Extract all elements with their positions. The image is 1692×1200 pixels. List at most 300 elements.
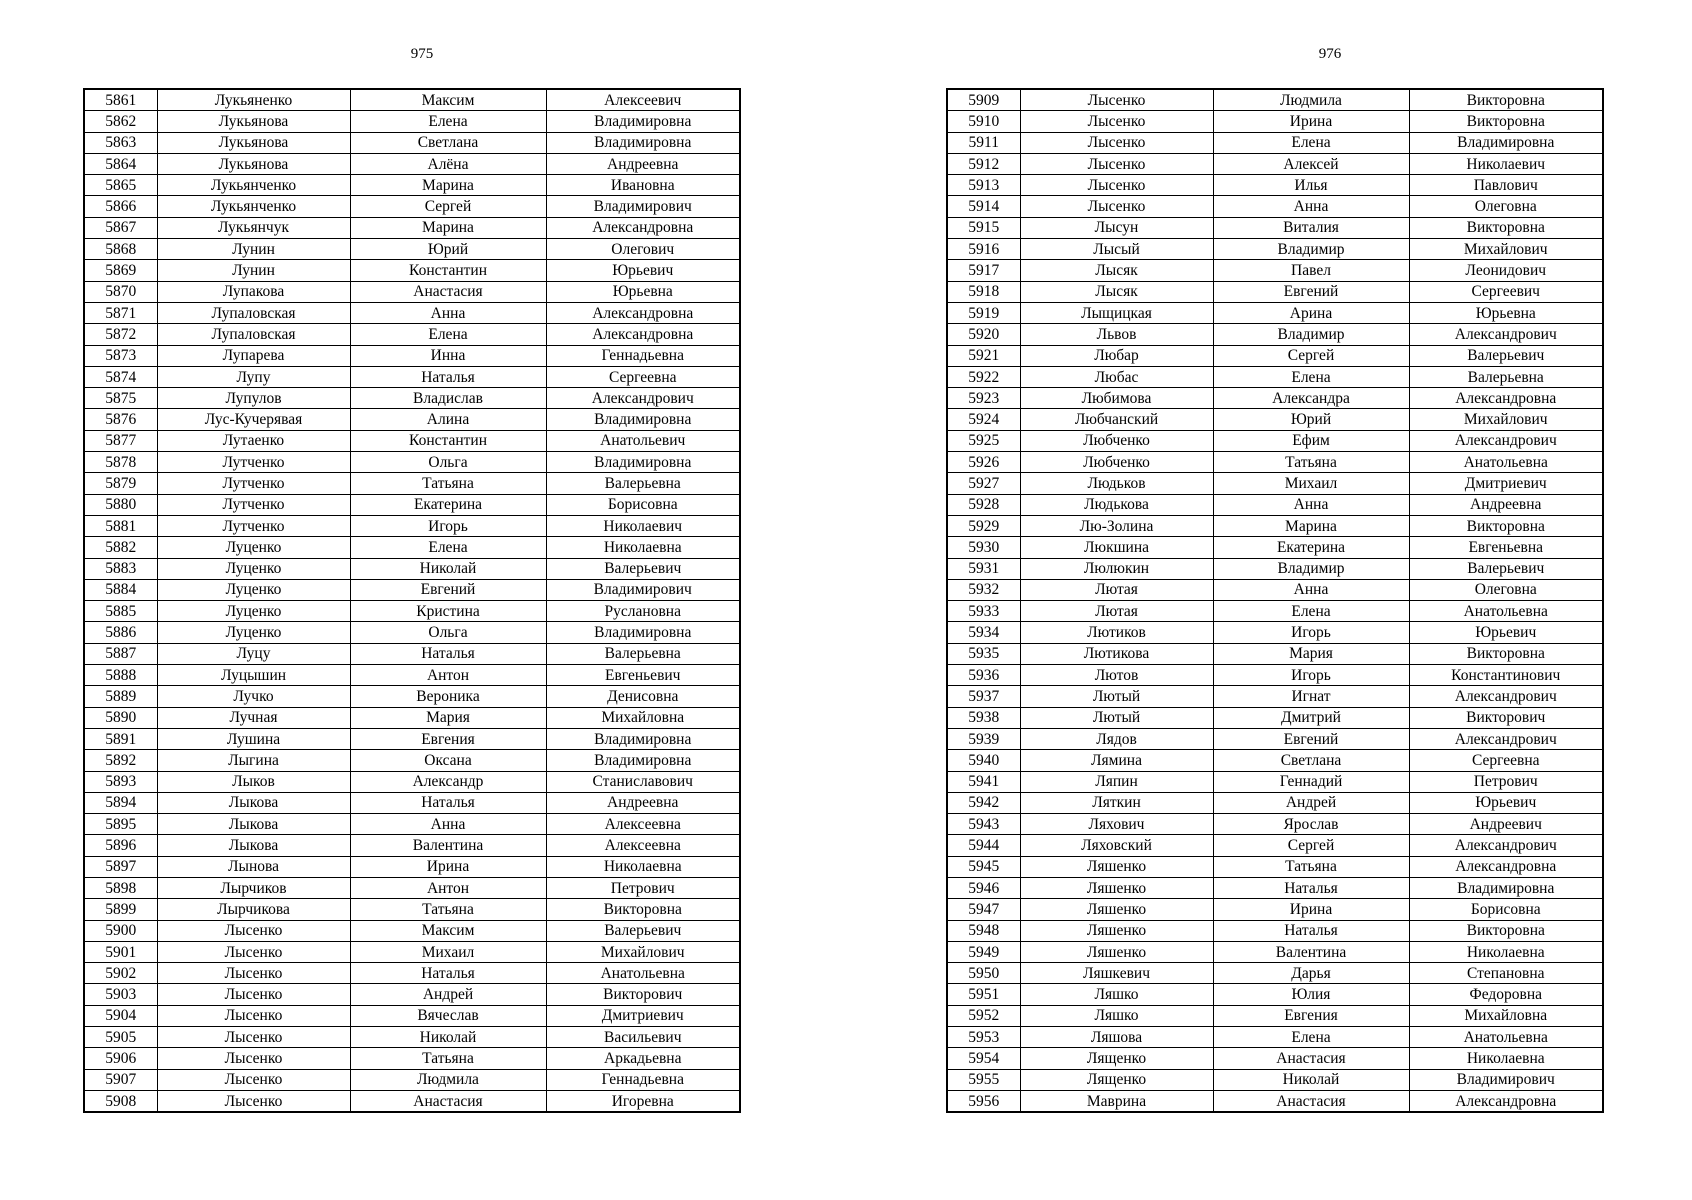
table-row xyxy=(84,494,740,515)
table-row xyxy=(947,388,1603,409)
surname-cell: Лупакова xyxy=(157,281,350,302)
patronymic-cell: Викторович xyxy=(546,984,740,1005)
patronymic-cell: Владимировна xyxy=(546,622,740,643)
roster-table xyxy=(83,88,741,1113)
patronymic-cell: Викторовна xyxy=(1409,515,1603,536)
table-row xyxy=(84,111,740,132)
patronymic-cell: Петрович xyxy=(1409,771,1603,792)
first-name-cell: Михаил xyxy=(1213,473,1409,494)
record-number-cell: 5875 xyxy=(84,388,157,409)
record-number-cell: 5915 xyxy=(947,217,1020,238)
surname-cell: Лукьянченко xyxy=(157,175,350,196)
patronymic-cell: Владимировна xyxy=(546,750,740,771)
table-row xyxy=(84,899,740,920)
patronymic-cell: Михайловна xyxy=(546,707,740,728)
surname-cell: Лупарева xyxy=(157,345,350,366)
roster-body xyxy=(84,89,740,1112)
first-name-cell: Николай xyxy=(1213,1069,1409,1090)
first-name-cell: Евгения xyxy=(1213,1005,1409,1026)
patronymic-cell: Юрьевич xyxy=(1409,792,1603,813)
surname-cell: Лысенко xyxy=(157,963,350,984)
surname-cell: Лыщицкая xyxy=(1020,302,1213,323)
record-number-cell: 5912 xyxy=(947,153,1020,174)
patronymic-cell: Владимировна xyxy=(546,452,740,473)
patronymic-cell: Николаевич xyxy=(1409,153,1603,174)
record-number-cell: 5896 xyxy=(84,835,157,856)
surname-cell: Лукьянова xyxy=(157,132,350,153)
surname-cell: Людьков xyxy=(1020,473,1213,494)
table-row xyxy=(947,452,1603,473)
first-name-cell: Сергей xyxy=(350,196,546,217)
table-row xyxy=(947,1005,1603,1026)
first-name-cell: Евгений xyxy=(1213,728,1409,749)
record-number-cell: 5904 xyxy=(84,1005,157,1026)
table-row xyxy=(947,111,1603,132)
table-row xyxy=(84,452,740,473)
table-row xyxy=(84,281,740,302)
table-row xyxy=(84,877,740,898)
first-name-cell: Алёна xyxy=(350,153,546,174)
first-name-cell: Евгения xyxy=(350,728,546,749)
table-row xyxy=(947,302,1603,323)
record-number-cell: 5943 xyxy=(947,814,1020,835)
first-name-cell: Ольга xyxy=(350,622,546,643)
record-number-cell: 5863 xyxy=(84,132,157,153)
patronymic-cell: Викторовна xyxy=(1409,89,1603,111)
first-name-cell: Оксана xyxy=(350,750,546,771)
table-row xyxy=(947,175,1603,196)
first-name-cell: Анастасия xyxy=(350,281,546,302)
surname-cell: Луцу xyxy=(157,643,350,664)
table-row xyxy=(84,941,740,962)
record-number-cell: 5908 xyxy=(84,1090,157,1112)
first-name-cell: Антон xyxy=(350,665,546,686)
surname-cell: Лысенко xyxy=(157,920,350,941)
surname-cell: Лютов xyxy=(1020,665,1213,686)
table-row xyxy=(84,728,740,749)
record-number-cell: 5872 xyxy=(84,324,157,345)
first-name-cell: Михаил xyxy=(350,941,546,962)
first-name-cell: Дмитрий xyxy=(1213,707,1409,728)
first-name-cell: Сергей xyxy=(1213,345,1409,366)
table-row xyxy=(84,643,740,664)
record-number-cell: 5920 xyxy=(947,324,1020,345)
first-name-cell: Дарья xyxy=(1213,963,1409,984)
surname-cell: Лутченко xyxy=(157,452,350,473)
first-name-cell: Наталья xyxy=(350,643,546,664)
patronymic-cell: Сергеевна xyxy=(1409,750,1603,771)
patronymic-cell: Владимировна xyxy=(1409,132,1603,153)
surname-cell: Лютый xyxy=(1020,707,1213,728)
surname-cell: Лырчикова xyxy=(157,899,350,920)
first-name-cell: Ирина xyxy=(350,856,546,877)
surname-cell: Луценко xyxy=(157,537,350,558)
first-name-cell: Наталья xyxy=(350,792,546,813)
first-name-cell: Алина xyxy=(350,409,546,430)
first-name-cell: Игорь xyxy=(350,515,546,536)
patronymic-cell: Николаевна xyxy=(1409,941,1603,962)
table-row xyxy=(84,345,740,366)
patronymic-cell: Константинович xyxy=(1409,665,1603,686)
table-row xyxy=(84,430,740,451)
surname-cell: Лутченко xyxy=(157,494,350,515)
table-row xyxy=(947,920,1603,941)
record-number-cell: 5874 xyxy=(84,366,157,387)
patronymic-cell: Евгеньевна xyxy=(1409,537,1603,558)
record-number-cell: 5889 xyxy=(84,686,157,707)
first-name-cell: Геннадий xyxy=(1213,771,1409,792)
first-name-cell: Наталья xyxy=(1213,877,1409,898)
record-number-cell: 5938 xyxy=(947,707,1020,728)
record-number-cell: 5951 xyxy=(947,984,1020,1005)
table-row xyxy=(84,963,740,984)
first-name-cell: Ольга xyxy=(350,452,546,473)
surname-cell: Лукьянченко xyxy=(157,196,350,217)
patronymic-cell: Сергеевна xyxy=(546,366,740,387)
patronymic-cell: Николаевна xyxy=(546,537,740,558)
surname-cell: Лютая xyxy=(1020,579,1213,600)
patronymic-cell: Станиславович xyxy=(546,771,740,792)
table-row xyxy=(947,239,1603,260)
patronymic-cell: Валерьевна xyxy=(1409,366,1603,387)
patronymic-cell: Руслановна xyxy=(546,601,740,622)
record-number-cell: 5950 xyxy=(947,963,1020,984)
first-name-cell: Юрий xyxy=(1213,409,1409,430)
table-row xyxy=(947,835,1603,856)
table-row xyxy=(947,1090,1603,1112)
record-number-cell: 5946 xyxy=(947,877,1020,898)
table-row xyxy=(947,728,1603,749)
record-number-cell: 5894 xyxy=(84,792,157,813)
first-name-cell: Марина xyxy=(350,175,546,196)
record-number-cell: 5861 xyxy=(84,89,157,111)
table-row xyxy=(947,324,1603,345)
patronymic-cell: Олеговна xyxy=(1409,579,1603,600)
patronymic-cell: Александрович xyxy=(1409,686,1603,707)
patronymic-cell: Николаевич xyxy=(546,515,740,536)
surname-cell: Лысенко xyxy=(157,1090,350,1112)
surname-cell: Лютиков xyxy=(1020,622,1213,643)
record-number-cell: 5905 xyxy=(84,1027,157,1048)
surname-cell: Лутченко xyxy=(157,515,350,536)
record-number-cell: 5919 xyxy=(947,302,1020,323)
first-name-cell: Игнат xyxy=(1213,686,1409,707)
surname-cell: Ляткин xyxy=(1020,792,1213,813)
record-number-cell: 5879 xyxy=(84,473,157,494)
surname-cell: Лысенко xyxy=(157,1005,350,1026)
first-name-cell: Анна xyxy=(1213,494,1409,515)
surname-cell: Маврина xyxy=(1020,1090,1213,1112)
patronymic-cell: Анатольевна xyxy=(1409,601,1603,622)
record-number-cell: 5917 xyxy=(947,260,1020,281)
record-number-cell: 5884 xyxy=(84,579,157,600)
first-name-cell: Павел xyxy=(1213,260,1409,281)
record-number-cell: 5928 xyxy=(947,494,1020,515)
first-name-cell: Юлия xyxy=(1213,984,1409,1005)
patronymic-cell: Валерьевич xyxy=(1409,345,1603,366)
roster-body xyxy=(947,89,1603,1112)
first-name-cell: Елена xyxy=(1213,366,1409,387)
first-name-cell: Татьяна xyxy=(1213,452,1409,473)
surname-cell: Лупу xyxy=(157,366,350,387)
record-number-cell: 5918 xyxy=(947,281,1020,302)
first-name-cell: Елена xyxy=(350,537,546,558)
surname-cell: Лысенко xyxy=(1020,89,1213,111)
surname-cell: Людькова xyxy=(1020,494,1213,515)
patronymic-cell: Владимировна xyxy=(546,409,740,430)
surname-cell: Любимова xyxy=(1020,388,1213,409)
surname-cell: Луценко xyxy=(157,601,350,622)
surname-cell: Лынова xyxy=(157,856,350,877)
table-row xyxy=(84,409,740,430)
table-row xyxy=(84,1069,740,1090)
first-name-cell: Алексей xyxy=(1213,153,1409,174)
surname-cell: Лысенко xyxy=(1020,196,1213,217)
patronymic-cell: Александровна xyxy=(1409,388,1603,409)
patronymic-cell: Сергеевич xyxy=(1409,281,1603,302)
first-name-cell: Татьяна xyxy=(350,473,546,494)
record-number-cell: 5924 xyxy=(947,409,1020,430)
record-number-cell: 5867 xyxy=(84,217,157,238)
table-row xyxy=(947,686,1603,707)
first-name-cell: Елена xyxy=(1213,132,1409,153)
surname-cell: Лыкова xyxy=(157,814,350,835)
first-name-cell: Инна xyxy=(350,345,546,366)
patronymic-cell: Васильевич xyxy=(546,1027,740,1048)
record-number-cell: 5956 xyxy=(947,1090,1020,1112)
first-name-cell: Ирина xyxy=(1213,899,1409,920)
first-name-cell: Александра xyxy=(1213,388,1409,409)
surname-cell: Лыгина xyxy=(157,750,350,771)
record-number-cell: 5907 xyxy=(84,1069,157,1090)
patronymic-cell: Юрьевич xyxy=(546,260,740,281)
roster-table xyxy=(946,88,1604,1113)
record-number-cell: 5942 xyxy=(947,792,1020,813)
patronymic-cell: Александрович xyxy=(1409,430,1603,451)
surname-cell: Лукьянова xyxy=(157,153,350,174)
first-name-cell: Владимир xyxy=(1213,239,1409,260)
first-name-cell: Ирина xyxy=(1213,111,1409,132)
record-number-cell: 5865 xyxy=(84,175,157,196)
surname-cell: Лысенко xyxy=(1020,111,1213,132)
record-number-cell: 5914 xyxy=(947,196,1020,217)
patronymic-cell: Дмитриевич xyxy=(546,1005,740,1026)
table-row xyxy=(84,814,740,835)
surname-cell: Лю-Золина xyxy=(1020,515,1213,536)
record-number-cell: 5897 xyxy=(84,856,157,877)
record-number-cell: 5927 xyxy=(947,473,1020,494)
record-number-cell: 5923 xyxy=(947,388,1020,409)
record-number-cell: 5935 xyxy=(947,643,1020,664)
patronymic-cell: Федоровна xyxy=(1409,984,1603,1005)
first-name-cell: Арина xyxy=(1213,302,1409,323)
table-row xyxy=(947,814,1603,835)
table-row xyxy=(84,856,740,877)
table-row xyxy=(84,835,740,856)
surname-cell: Лысяк xyxy=(1020,260,1213,281)
record-number-cell: 5873 xyxy=(84,345,157,366)
first-name-cell: Наталья xyxy=(350,366,546,387)
record-number-cell: 5947 xyxy=(947,899,1020,920)
table-row xyxy=(947,984,1603,1005)
table-row xyxy=(84,89,740,111)
surname-cell: Лядов xyxy=(1020,728,1213,749)
patronymic-cell: Анатольевна xyxy=(1409,452,1603,473)
surname-cell: Лучко xyxy=(157,686,350,707)
record-number-cell: 5906 xyxy=(84,1048,157,1069)
patronymic-cell: Владимировна xyxy=(546,728,740,749)
patronymic-cell: Олегович xyxy=(546,239,740,260)
record-number-cell: 5925 xyxy=(947,430,1020,451)
surname-cell: Ляхович xyxy=(1020,814,1213,835)
first-name-cell: Татьяна xyxy=(350,899,546,920)
table-row xyxy=(947,281,1603,302)
table-row xyxy=(84,515,740,536)
first-name-cell: Владимир xyxy=(1213,324,1409,345)
first-name-cell: Татьяна xyxy=(350,1048,546,1069)
surname-cell: Лунин xyxy=(157,239,350,260)
first-name-cell: Вячеслав xyxy=(350,1005,546,1026)
patronymic-cell: Андреевна xyxy=(546,792,740,813)
table-row xyxy=(84,707,740,728)
first-name-cell: Наталья xyxy=(350,963,546,984)
table-row xyxy=(84,473,740,494)
record-number-cell: 5899 xyxy=(84,899,157,920)
table-row xyxy=(84,196,740,217)
surname-cell: Лучная xyxy=(157,707,350,728)
record-number-cell: 5930 xyxy=(947,537,1020,558)
table-row xyxy=(84,175,740,196)
surname-cell: Лушина xyxy=(157,728,350,749)
table-row xyxy=(947,579,1603,600)
table-row xyxy=(947,877,1603,898)
record-number-cell: 5870 xyxy=(84,281,157,302)
first-name-cell: Валентина xyxy=(1213,941,1409,962)
record-number-cell: 5955 xyxy=(947,1069,1020,1090)
record-number-cell: 5937 xyxy=(947,686,1020,707)
table-row xyxy=(84,366,740,387)
table-row xyxy=(947,345,1603,366)
patronymic-cell: Петрович xyxy=(546,877,740,898)
first-name-cell: Анна xyxy=(1213,196,1409,217)
first-name-cell: Ярослав xyxy=(1213,814,1409,835)
record-number-cell: 5945 xyxy=(947,856,1020,877)
record-number-cell: 5948 xyxy=(947,920,1020,941)
patronymic-cell: Валерьевич xyxy=(546,558,740,579)
patronymic-cell: Николаевна xyxy=(1409,1048,1603,1069)
record-number-cell: 5876 xyxy=(84,409,157,430)
table-row xyxy=(947,665,1603,686)
surname-cell: Лыкова xyxy=(157,792,350,813)
record-number-cell: 5952 xyxy=(947,1005,1020,1026)
patronymic-cell: Алексеевна xyxy=(546,835,740,856)
table-row xyxy=(947,750,1603,771)
first-name-cell: Елена xyxy=(1213,601,1409,622)
first-name-cell: Анна xyxy=(350,814,546,835)
record-number-cell: 5954 xyxy=(947,1048,1020,1069)
patronymic-cell: Александрович xyxy=(1409,728,1603,749)
table-row xyxy=(947,153,1603,174)
first-name-cell: Анастасия xyxy=(350,1090,546,1112)
table-row xyxy=(947,473,1603,494)
patronymic-cell: Юрьевна xyxy=(546,281,740,302)
first-name-cell: Максим xyxy=(350,920,546,941)
table-row xyxy=(84,984,740,1005)
patronymic-cell: Юрьевна xyxy=(1409,302,1603,323)
first-name-cell: Андрей xyxy=(1213,792,1409,813)
patronymic-cell: Анатольевна xyxy=(546,963,740,984)
first-name-cell: Александр xyxy=(350,771,546,792)
surname-cell: Лысенко xyxy=(1020,153,1213,174)
patronymic-cell: Валерьевна xyxy=(546,473,740,494)
surname-cell: Лыкова xyxy=(157,835,350,856)
table-row xyxy=(947,899,1603,920)
surname-cell: Лысенко xyxy=(157,1048,350,1069)
record-number-cell: 5900 xyxy=(84,920,157,941)
patronymic-cell: Владимирович xyxy=(546,579,740,600)
surname-cell: Ляшенко xyxy=(1020,920,1213,941)
page-number: 975 xyxy=(410,46,434,62)
first-name-cell: Людмила xyxy=(1213,89,1409,111)
first-name-cell: Светлана xyxy=(350,132,546,153)
first-name-cell: Татьяна xyxy=(1213,856,1409,877)
surname-cell: Ляшенко xyxy=(1020,899,1213,920)
first-name-cell: Константин xyxy=(350,430,546,451)
table-row xyxy=(947,792,1603,813)
surname-cell: Лютикова xyxy=(1020,643,1213,664)
patronymic-cell: Андреевна xyxy=(1409,494,1603,515)
surname-cell: Луценко xyxy=(157,622,350,643)
surname-cell: Лукьянчук xyxy=(157,217,350,238)
surname-cell: Лысенко xyxy=(1020,132,1213,153)
surname-cell: Люкшина xyxy=(1020,537,1213,558)
surname-cell: Лысенко xyxy=(157,1027,350,1048)
record-number-cell: 5929 xyxy=(947,515,1020,536)
first-name-cell: Ефим xyxy=(1213,430,1409,451)
patronymic-cell: Валерьевна xyxy=(546,643,740,664)
record-number-cell: 5864 xyxy=(84,153,157,174)
first-name-cell: Евгений xyxy=(1213,281,1409,302)
first-name-cell: Анастасия xyxy=(1213,1048,1409,1069)
surname-cell: Луценко xyxy=(157,558,350,579)
patronymic-cell: Викторович xyxy=(1409,707,1603,728)
record-number-cell: 5940 xyxy=(947,750,1020,771)
first-name-cell: Андрей xyxy=(350,984,546,1005)
patronymic-cell: Геннадьевна xyxy=(546,345,740,366)
record-number-cell: 5933 xyxy=(947,601,1020,622)
patronymic-cell: Алексеевна xyxy=(546,814,740,835)
surname-cell: Ляшова xyxy=(1020,1027,1213,1048)
record-number-cell: 5877 xyxy=(84,430,157,451)
surname-cell: Ляшенко xyxy=(1020,877,1213,898)
patronymic-cell: Викторовна xyxy=(1409,643,1603,664)
record-number-cell: 5910 xyxy=(947,111,1020,132)
table-row xyxy=(84,537,740,558)
record-number-cell: 5936 xyxy=(947,665,1020,686)
patronymic-cell: Александрович xyxy=(1409,324,1603,345)
table-row xyxy=(84,601,740,622)
table-row xyxy=(84,792,740,813)
table-row xyxy=(84,388,740,409)
first-name-cell: Константин xyxy=(350,260,546,281)
record-number-cell: 5878 xyxy=(84,452,157,473)
first-name-cell: Анна xyxy=(1213,579,1409,600)
table-row xyxy=(947,1048,1603,1069)
patronymic-cell: Андреевна xyxy=(546,153,740,174)
table-row xyxy=(947,707,1603,728)
first-name-cell: Антон xyxy=(350,877,546,898)
first-name-cell: Людмила xyxy=(350,1069,546,1090)
